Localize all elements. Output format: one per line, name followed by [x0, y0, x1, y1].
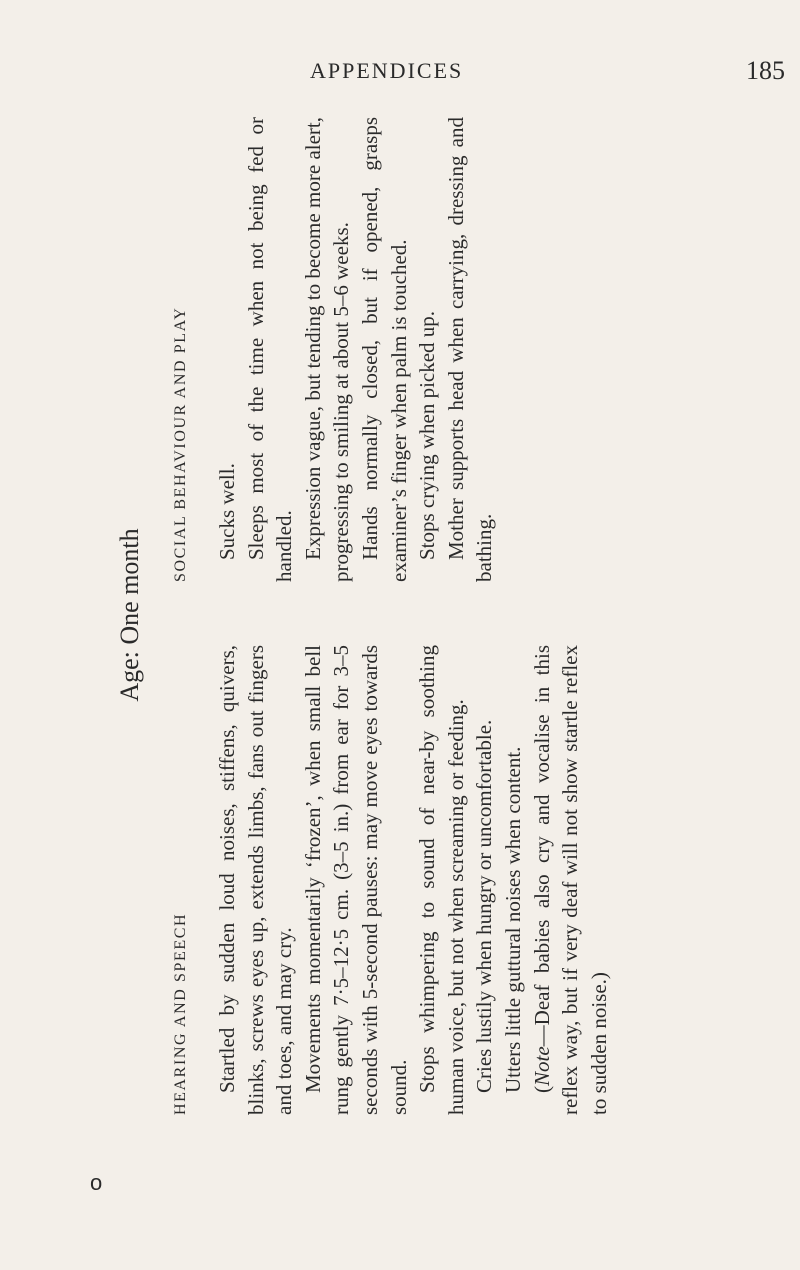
- margin-mark: o: [90, 1170, 103, 1195]
- paragraph: Stops crying when picked up.: [415, 310, 440, 560]
- column-heading-social: SOCIAL BEHAVIOUR AND PLAY: [172, 306, 189, 582]
- paragraph: Stops whimpering to sound of near-by soothing human voice, but not when screaming or feeding.: [415, 645, 468, 1115]
- column-hearing-speech: [213, 645, 613, 1115]
- paragraph: Mother supports head when carrying, dressing and bathing.: [443, 117, 497, 582]
- paragraph: Expression vague, but tending to become more alert, progressing to smiling at about 5–6 weeks.: [300, 117, 354, 582]
- table-title: Age: One month: [115, 528, 144, 702]
- paragraph: Cries lustily when hungry or uncomfortable.: [472, 719, 497, 1093]
- paragraph: Utters little guttural noises when content.: [500, 746, 525, 1093]
- paragraph: Hands normally closed, but if opened, grasps examiner’s finger when palm is touched.: [357, 117, 411, 582]
- paragraph: Sucks well.: [215, 463, 239, 560]
- paragraph: Sleeps most of the time when not being fed or handled.: [243, 117, 297, 582]
- column-heading-hearing: HEARING AND SPEECH: [172, 912, 189, 1115]
- column-social-behaviour: [213, 117, 499, 582]
- note-text: —Deaf babies also cry and vocalise in this reflex way, but if very deaf will not show startle reflex to sudden noise.): [529, 645, 611, 1115]
- running-head: APPENDICES: [310, 58, 464, 83]
- rotated-table: [115, 115, 645, 1115]
- note-label: Note: [529, 1046, 554, 1086]
- paragraph: Movements momentarily ‘frozen’, when small bell rung gently 7·5–12·5 cm. (3–5 in.) from ear for 3–5 seconds with 5-second pauses: may move eyes towards sound.: [300, 645, 411, 1115]
- note-paragraph: (Note—Deaf babies also cry and vocalise in this reflex way, but if very deaf will not show startle reflex to sudden noise.): [529, 645, 611, 1115]
- page-number: 185: [746, 56, 785, 85]
- paragraph: Startled by sudden loud noises, stiffens, quivers, blinks, screws eyes up, extends limbs, fans out fingers and toes, and may cry.: [215, 645, 297, 1115]
